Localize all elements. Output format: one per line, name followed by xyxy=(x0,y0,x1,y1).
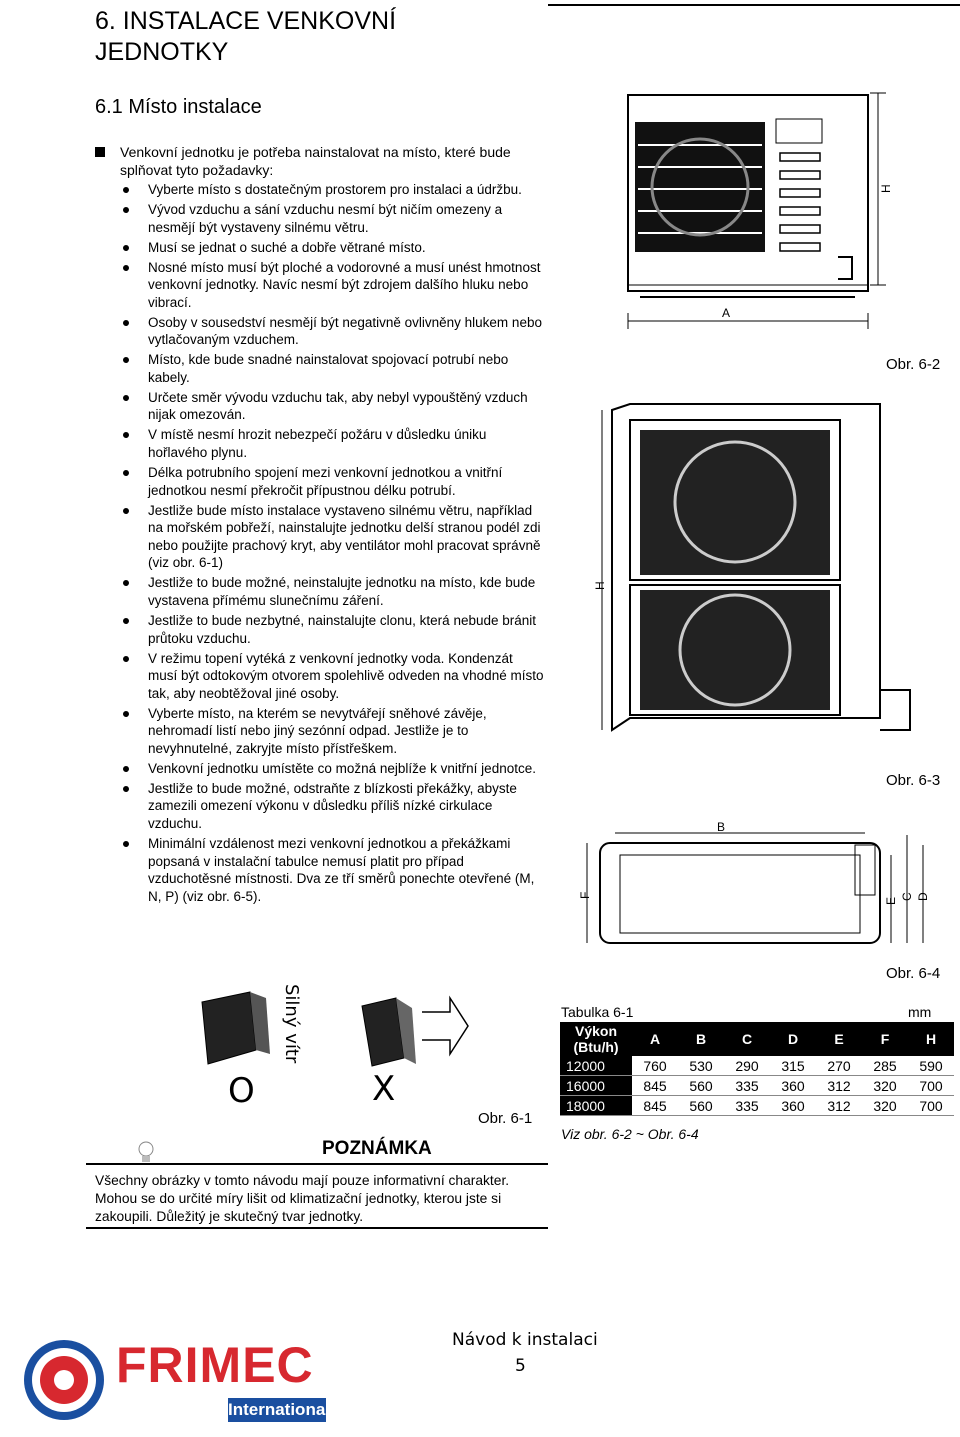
dim-a-label: A xyxy=(722,306,731,320)
intro-item xyxy=(95,143,545,179)
table-cell: 700 xyxy=(908,1076,954,1096)
frimec-logo-icon xyxy=(14,1335,114,1425)
table-row xyxy=(560,1076,954,1096)
table-cell: 290 xyxy=(724,1056,770,1076)
dim-b-label: B xyxy=(717,820,726,834)
figure-6-3-unit-iso xyxy=(590,400,920,770)
caption-fig-6-3: Obr. 6-3 xyxy=(886,772,941,789)
list-item: Vyberte místo s dostatečným prostorem pro instalaci a údržbu. xyxy=(120,181,545,199)
table-cell: 320 xyxy=(862,1076,908,1096)
table-cell: 845 xyxy=(632,1096,678,1116)
header-a: A xyxy=(632,1022,678,1056)
ok-mark: O xyxy=(228,1071,255,1111)
footer-doc-title: Návod k instalaci xyxy=(452,1330,598,1350)
requirements-list xyxy=(120,181,545,908)
header-d: D xyxy=(770,1022,816,1056)
table-cell: 560 xyxy=(678,1096,724,1116)
caption-fig-6-1: Obr. 6-1 xyxy=(478,1110,533,1127)
list-item: Jestliže to bude možné, odstraňte z blízkosti překážky, abyste zamezili omezení výkonu v důsledku příliš nízké cirkulace vzduchu. xyxy=(120,780,545,833)
header-e: E xyxy=(816,1022,862,1056)
table-row xyxy=(560,1096,954,1116)
list-item: Jestliže to bude nezbytné, nainstalujte clonu, která nebude bránit průtoku vzduchu. xyxy=(120,612,545,647)
list-item: Nosné místo musí být ploché a vodorovné a musí unést hmotnost venkovní jednotky. Navíc nesmí být zdrojem dalšího hluku nebo vibrací. xyxy=(120,259,545,312)
section-title: 6.1 Místo instalace xyxy=(95,96,262,118)
dim-d-label: D xyxy=(916,892,930,901)
table-cell: 285 xyxy=(862,1056,908,1076)
table-cell: 12000 xyxy=(560,1056,632,1076)
table-note: Viz obr. 6-2 ~ Obr. 6-4 xyxy=(561,1126,699,1142)
wind-label: Silný vítr xyxy=(281,984,302,1064)
table-cell: 315 xyxy=(770,1056,816,1076)
brand-subtitle: International xyxy=(228,1398,326,1422)
list-item: V místě nesmí hrozit nebezpečí požáru v důsledku úniku hořlavého plynu. xyxy=(120,426,545,461)
intro-text: Venkovní jednotku je potřeba nainstalovat na místo, které bude splňovat tyto požadavky: xyxy=(120,144,511,178)
table-cell: 760 xyxy=(632,1056,678,1076)
page-title-line1: 6. INSTALACE VENKOVNÍ xyxy=(95,7,397,35)
table-cell: 700 xyxy=(908,1096,954,1116)
list-item: Musí se jednat o suché a dobře větrané místo. xyxy=(120,239,545,257)
table-cell: 312 xyxy=(816,1096,862,1116)
table-cell: 18000 xyxy=(560,1096,632,1116)
caption-fig-6-2: Obr. 6-2 xyxy=(886,356,941,373)
header-capacity: Výkon (Btu/h) xyxy=(560,1022,632,1056)
table-cell: 590 xyxy=(908,1056,954,1076)
table-cell: 335 xyxy=(724,1096,770,1116)
page-title xyxy=(95,6,396,68)
list-item: Jestliže to bude možné, neinstalujte jednotku na místo, kde bude vystavena přímému slunečnímu záření. xyxy=(120,574,545,609)
table-cell: 360 xyxy=(770,1096,816,1116)
list-item: Osoby v sousedství nesmějí být negativně ovlivněny hlukem nebo vytlačovaným vzduchem. xyxy=(120,314,545,349)
list-item: Vývod vzduchu a sání vzduchu nesmí být ničím omezeny a nesmějí být vystaveny silnému větru. xyxy=(120,201,545,236)
table-cell: 530 xyxy=(678,1056,724,1076)
header-f: F xyxy=(862,1022,908,1056)
list-item: Určete směr vývodu vzduchu tak, aby nebyl vypouštěný vzduch nijak omezován. xyxy=(120,389,545,424)
figure-6-1-wind xyxy=(190,968,470,1118)
table-unit: mm xyxy=(908,1004,932,1020)
table-row xyxy=(560,1056,954,1076)
note-title: POZNÁMKA xyxy=(322,1138,432,1159)
list-item: Místo, kde bude snadné nainstalovat spojovací potrubí nebo kabely. xyxy=(120,351,545,386)
caption-fig-6-4: Obr. 6-4 xyxy=(886,965,941,982)
dim-h-label: H xyxy=(879,184,893,193)
note-text: Všechny obrázky v tomto návodu mají pouze informativní charakter. Mohou se do určité míry lišit od klimatizační jednotky, kterou jste si zakoupili. Důležitý je skutečný tvar jednotky. xyxy=(95,1173,510,1224)
spec-table xyxy=(560,1022,954,1116)
list-item: Minimální vzdálenost mezi venkovní jednotkou a překážkami popsaná v instalační tabulce nemusí platit pro případ vzduchotěsné místnosti. Dva ze tří směrů ponechte otevřené (M, N, P) (viz obr. 6-5). xyxy=(120,835,545,905)
table-header-row xyxy=(560,1022,954,1056)
list-item: Vyberte místo, na kterém se nevytvářejí sněhové závěje, nehromadí listí nebo jiný sezónní odpad. Jestliže je to nevyhnutelné, zakryjte místo přístřeškem. xyxy=(120,705,545,758)
table-cell: 320 xyxy=(862,1096,908,1116)
table-cell: 335 xyxy=(724,1076,770,1096)
dim-h-label: H xyxy=(593,581,607,590)
header-c: C xyxy=(724,1022,770,1056)
brand-name: FRIMEC xyxy=(116,1342,328,1388)
table-cell: 312 xyxy=(816,1076,862,1096)
figure-6-2-unit-front xyxy=(590,85,910,345)
list-item: Venkovní jednotku umístěte co možná nejblíže k vnitřní jednotce. xyxy=(120,760,545,778)
dim-f-label: F xyxy=(578,891,592,899)
header-h: H xyxy=(908,1022,954,1056)
list-item: Délka potrubního spojení mezi venkovní jednotkou a vnitřní jednotkou nesmí překročit přípustnou délku potrubí. xyxy=(120,464,545,499)
table-cell: 845 xyxy=(632,1076,678,1096)
square-bullet-icon xyxy=(95,147,105,157)
table-cell: 560 xyxy=(678,1076,724,1096)
list-item: V režimu topení vytéká z venkovní jednotky voda. Kondenzát musí být odtokovým otvorem spolehlivě odveden na vhodné místo tak, aby neobtěžoval jiné osoby. xyxy=(120,650,545,703)
table-cell: 270 xyxy=(816,1056,862,1076)
table-title: Tabulka 6-1 xyxy=(561,1004,634,1020)
header-b: B xyxy=(678,1022,724,1056)
table-cell: 360 xyxy=(770,1076,816,1096)
list-item: Jestliže bude místo instalace vystaveno silnému větru, například na mořském pobřeží, nainstalujte jednotku delší stranou podél zdi nebo použijte prachový kryt, aby ventilátor mohl pracovat správně (viz obr. 6-1) xyxy=(120,502,545,572)
figure-6-4-unit-top xyxy=(575,815,935,965)
top-rule xyxy=(548,4,960,6)
bad-mark: X xyxy=(372,1069,396,1109)
table-cell: 16000 xyxy=(560,1076,632,1096)
dim-e-label: E xyxy=(884,896,898,905)
footer-page-number: 5 xyxy=(515,1356,526,1376)
dim-c-label: C xyxy=(900,892,914,901)
page-title-line2: JEDNOTKY xyxy=(95,38,229,66)
